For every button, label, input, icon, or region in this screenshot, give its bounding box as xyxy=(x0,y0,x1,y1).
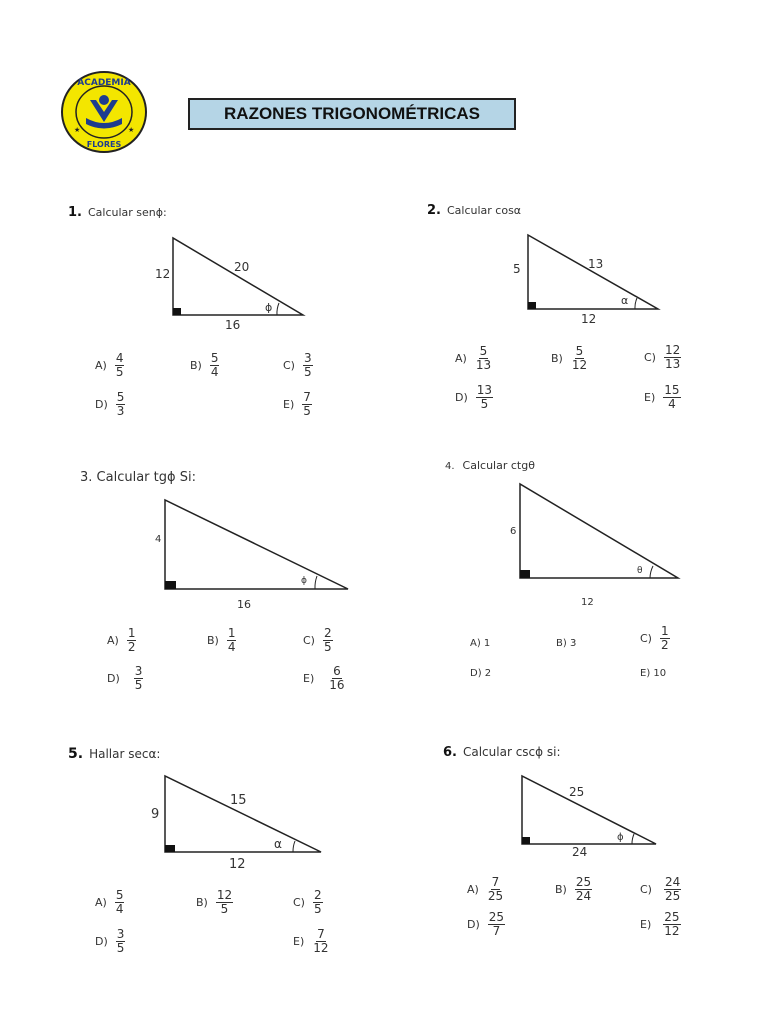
page-title: RAZONES TRIGONOMÉTRICAS xyxy=(188,98,516,130)
side-hyp-label: 20 xyxy=(234,260,250,274)
angle-label: ϕ xyxy=(265,301,273,314)
question-prompt: Calcular ctgθ xyxy=(462,459,535,472)
triangle-3 xyxy=(145,492,360,617)
option-a: A) 1 xyxy=(470,638,491,649)
question-number: 3. xyxy=(80,470,93,485)
option-b: B) $\frac{1}{4}$ xyxy=(207,626,236,654)
question-prompt: Calcular tgϕ Si: xyxy=(96,470,196,485)
side-vertical-label: 9 xyxy=(151,807,160,822)
question-prompt: Hallar secα: xyxy=(89,747,161,761)
option-d: D) $\frac{25}{7}$ xyxy=(467,910,505,938)
question-2-heading xyxy=(427,203,521,218)
question-prompt: Calcular cosα xyxy=(446,204,522,217)
option-a: A) $\frac{7}{25}$ xyxy=(467,875,504,903)
option-a: A) $\frac{1}{2}$ xyxy=(107,626,136,654)
logo-top-text: ACADEMIA xyxy=(77,78,131,88)
question-prompt: Calcular cscϕ si: xyxy=(462,745,561,759)
question-number: 4. xyxy=(445,461,455,472)
option-b: B) $\frac{25}{24}$ xyxy=(555,875,592,903)
option-b: B) $\frac{5}{4}$ xyxy=(190,351,219,379)
option-e: E) 10 xyxy=(640,668,667,679)
angle-label: ϕ xyxy=(617,832,624,843)
side-vertical-label: 12 xyxy=(155,267,171,281)
option-a: A) $\frac{4}{5}$ xyxy=(95,351,124,379)
question-5-heading xyxy=(68,746,160,762)
option-d: D) $\frac{13}{5}$ xyxy=(455,383,493,411)
side-base-label: 16 xyxy=(237,598,251,611)
triangle-4 xyxy=(500,478,690,613)
logo-bottom-text: FLORES xyxy=(86,140,122,149)
option-e: E) $\frac{7}{12}$ xyxy=(293,927,329,955)
triangle-6 xyxy=(505,770,675,865)
question-4-heading xyxy=(445,459,535,472)
triangle-5 xyxy=(145,770,335,875)
triangle-2 xyxy=(505,225,675,330)
question-prompt: Calcular senϕ: xyxy=(87,206,167,219)
option-d: D) 2 xyxy=(470,668,492,679)
side-base-label: 12 xyxy=(581,312,597,326)
side-hyp-label: 15 xyxy=(230,793,247,808)
triangle-1 xyxy=(150,230,320,335)
question-number: 2. xyxy=(427,203,441,218)
option-c: C) $\frac{2}{5}$ xyxy=(303,626,332,654)
option-b: B) $\frac{5}{12}$ xyxy=(551,344,588,372)
option-a: A) $\frac{5}{4}$ xyxy=(95,888,124,916)
side-vertical-label: 4 xyxy=(155,534,162,545)
option-d: D) $\frac{5}{3}$ xyxy=(95,390,125,418)
side-vertical-label: 6 xyxy=(510,526,517,537)
side-vertical-label: 5 xyxy=(513,262,521,276)
option-e: E) $\frac{7}{5}$ xyxy=(283,390,311,418)
angle-label: α xyxy=(274,837,282,851)
question-number: 5. xyxy=(68,746,84,762)
option-c: C) $\frac{2}{5}$ xyxy=(293,888,322,916)
question-1-heading xyxy=(68,205,167,220)
option-b: B) 3 xyxy=(556,638,577,649)
option-b: B) $\frac{12}{5}$ xyxy=(196,888,233,916)
question-6-heading xyxy=(443,745,561,760)
angle-label: θ xyxy=(637,566,643,576)
option-c: C) $\frac{12}{13}$ xyxy=(644,343,681,371)
option-e: E) $\frac{15}{4}$ xyxy=(644,383,680,411)
question-number: 6. xyxy=(443,745,457,760)
question-number: 1. xyxy=(68,205,82,220)
option-a: A) $\frac{5}{13}$ xyxy=(455,344,492,372)
option-c: C) $\frac{3}{5}$ xyxy=(283,351,312,379)
option-e: E) $\frac{6}{16}$ xyxy=(303,664,345,692)
option-c: C) $\frac{24}{25}$ xyxy=(640,875,681,903)
side-base-label: 16 xyxy=(225,318,241,332)
academia-flores-logo xyxy=(60,70,148,154)
option-e: E) $\frac{25}{12}$ xyxy=(640,910,680,938)
star-icon: ★ xyxy=(128,126,135,134)
option-d: D) $\frac{3}{5}$ xyxy=(95,927,125,955)
angle-label: ϕ xyxy=(301,576,307,586)
side-base-label: 12 xyxy=(581,597,594,608)
side-base-label: 12 xyxy=(229,857,246,872)
side-hyp-label: 25 xyxy=(569,785,585,799)
question-3-heading xyxy=(80,470,196,485)
side-base-label: 24 xyxy=(572,845,588,859)
star-icon: ★ xyxy=(74,126,81,134)
angle-label: α xyxy=(621,294,629,307)
option-c: C) $\frac{1}{2}$ xyxy=(640,624,669,652)
side-hyp-label: 13 xyxy=(588,257,604,271)
option-d: D) $\frac{3}{5}$ xyxy=(107,664,143,692)
